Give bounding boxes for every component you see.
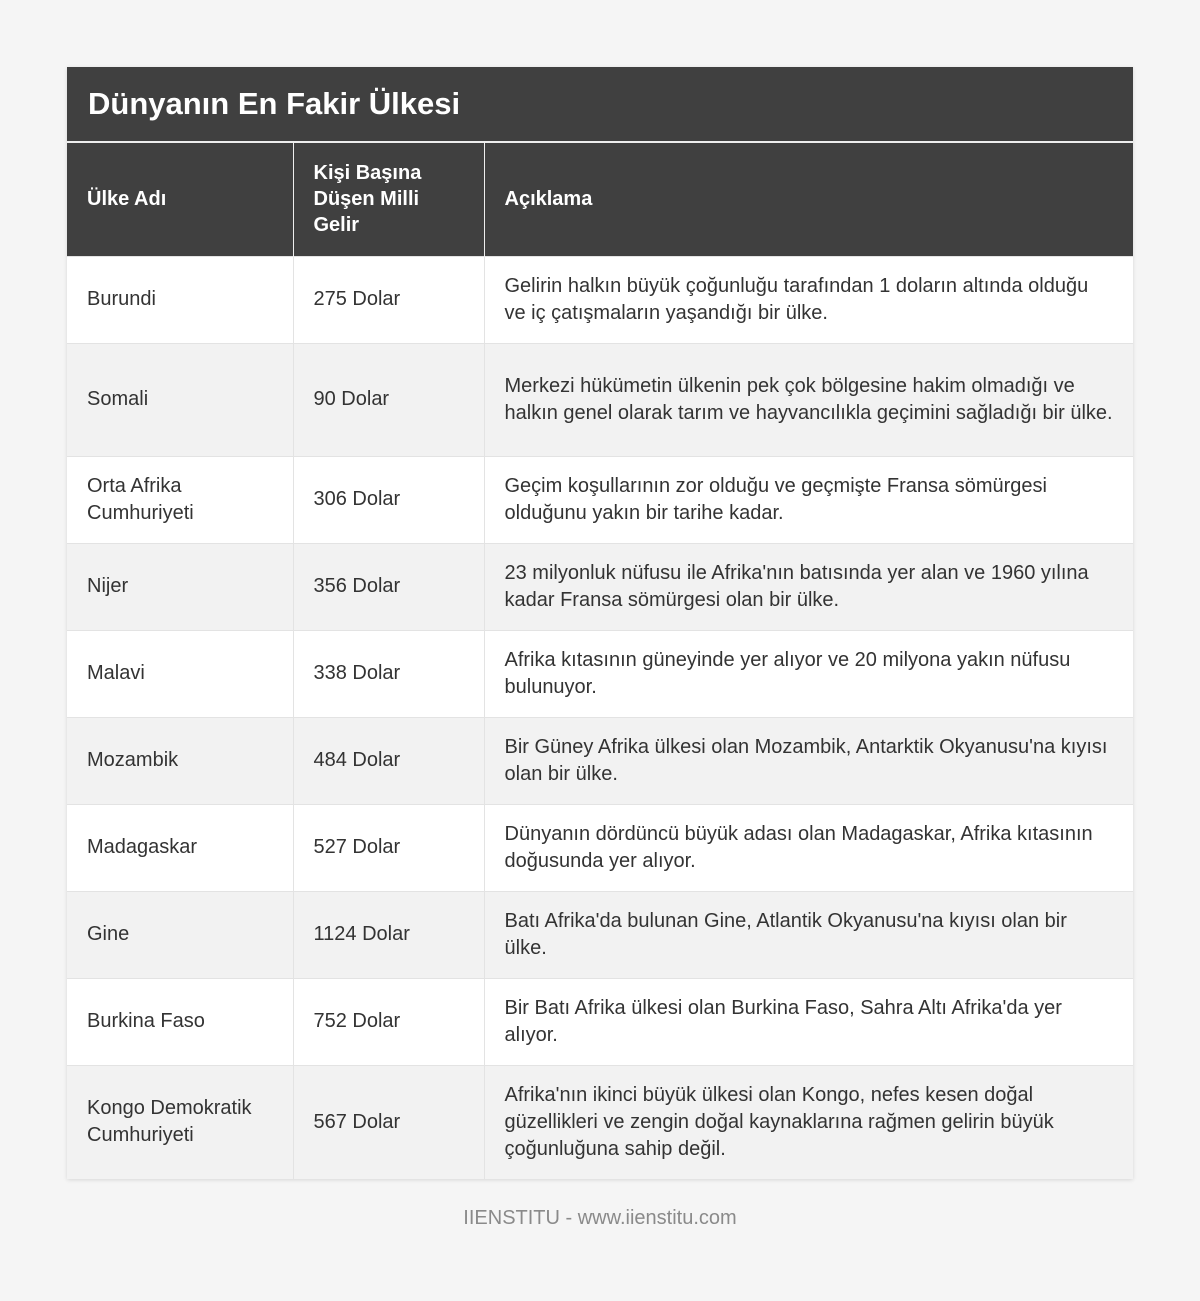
column-header-income: Kişi Başına Düşen Milli Gelir (293, 143, 484, 256)
country-cell: Gine (67, 891, 293, 978)
description-cell: Gelirin halkın büyük çoğunluğu tarafından 1 doların altında olduğu ve iç çatışmaların yaşandığı bir ülke. (484, 256, 1133, 343)
description-cell: Bir Güney Afrika ülkesi olan Mozambik, Antarktik Okyanusu'na kıyısı olan bir ülke. (484, 717, 1133, 804)
country-cell: Burundi (67, 256, 293, 343)
table-row (67, 543, 1133, 630)
country-cell: Mozambik (67, 717, 293, 804)
table-title: Dünyanın En Fakir Ülkesi (67, 67, 1133, 143)
income-cell: 356 Dolar (293, 543, 484, 630)
table-row (67, 343, 1133, 456)
country-cell: Nijer (67, 543, 293, 630)
country-cell: Orta Afrika Cumhuriyeti (67, 456, 293, 543)
description-cell: Afrika'nın ikinci büyük ülkesi olan Kongo, nefes kesen doğal güzellikleri ve zengin doğal kaynaklarına rağmen gelirin büyük çoğunluğuna sahip değil. (484, 1065, 1133, 1179)
income-cell: 1124 Dolar (293, 891, 484, 978)
table-row (67, 256, 1133, 343)
table-body (67, 256, 1133, 1179)
table-row (67, 978, 1133, 1065)
table-row (67, 804, 1133, 891)
income-cell: 306 Dolar (293, 456, 484, 543)
table-row (67, 630, 1133, 717)
description-cell: Geçim koşullarının zor olduğu ve geçmişte Fransa sömürgesi olduğunu yakın bir tarihe kadar. (484, 456, 1133, 543)
country-cell: Madagaskar (67, 804, 293, 891)
data-table (67, 143, 1133, 1179)
income-cell: 338 Dolar (293, 630, 484, 717)
table-row (67, 1065, 1133, 1179)
footer-credit: IIENSTITU - www.iienstitu.com (463, 1207, 737, 1229)
country-cell: Malavi (67, 630, 293, 717)
table-header (67, 143, 1133, 256)
income-cell: 484 Dolar (293, 717, 484, 804)
column-header-country: Ülke Adı (67, 143, 293, 256)
income-cell: 527 Dolar (293, 804, 484, 891)
description-cell: Dünyanın dördüncü büyük adası olan Madagaskar, Afrika kıtasının doğusunda yer alıyor. (484, 804, 1133, 891)
column-header-description: Açıklama (484, 143, 1133, 256)
income-cell: 90 Dolar (293, 343, 484, 456)
description-cell: Batı Afrika'da bulunan Gine, Atlantik Okyanusu'na kıyısı olan bir ülke. (484, 891, 1133, 978)
country-cell: Burkina Faso (67, 978, 293, 1065)
description-cell: Merkezi hükümetin ülkenin pek çok bölgesine hakim olmadığı ve halkın genel olarak tarım ve hayvancılıkla geçimini sağladığı bir ülke. (484, 343, 1133, 456)
table-card (67, 67, 1133, 1179)
header-row (67, 143, 1133, 256)
description-cell: Bir Batı Afrika ülkesi olan Burkina Faso, Sahra Altı Afrika'da yer alıyor. (484, 978, 1133, 1065)
country-cell: Somali (67, 343, 293, 456)
table-row (67, 456, 1133, 543)
table-row (67, 717, 1133, 804)
description-cell: Afrika kıtasının güneyinde yer alıyor ve 20 milyona yakın nüfusu bulunuyor. (484, 630, 1133, 717)
country-cell: Kongo Demokratik Cumhuriyeti (67, 1065, 293, 1179)
table-row (67, 891, 1133, 978)
description-cell: 23 milyonluk nüfusu ile Afrika'nın batısında yer alan ve 1960 yılına kadar Fransa sömürgesi olan bir ülke. (484, 543, 1133, 630)
income-cell: 752 Dolar (293, 978, 484, 1065)
income-cell: 567 Dolar (293, 1065, 484, 1179)
income-cell: 275 Dolar (293, 256, 484, 343)
